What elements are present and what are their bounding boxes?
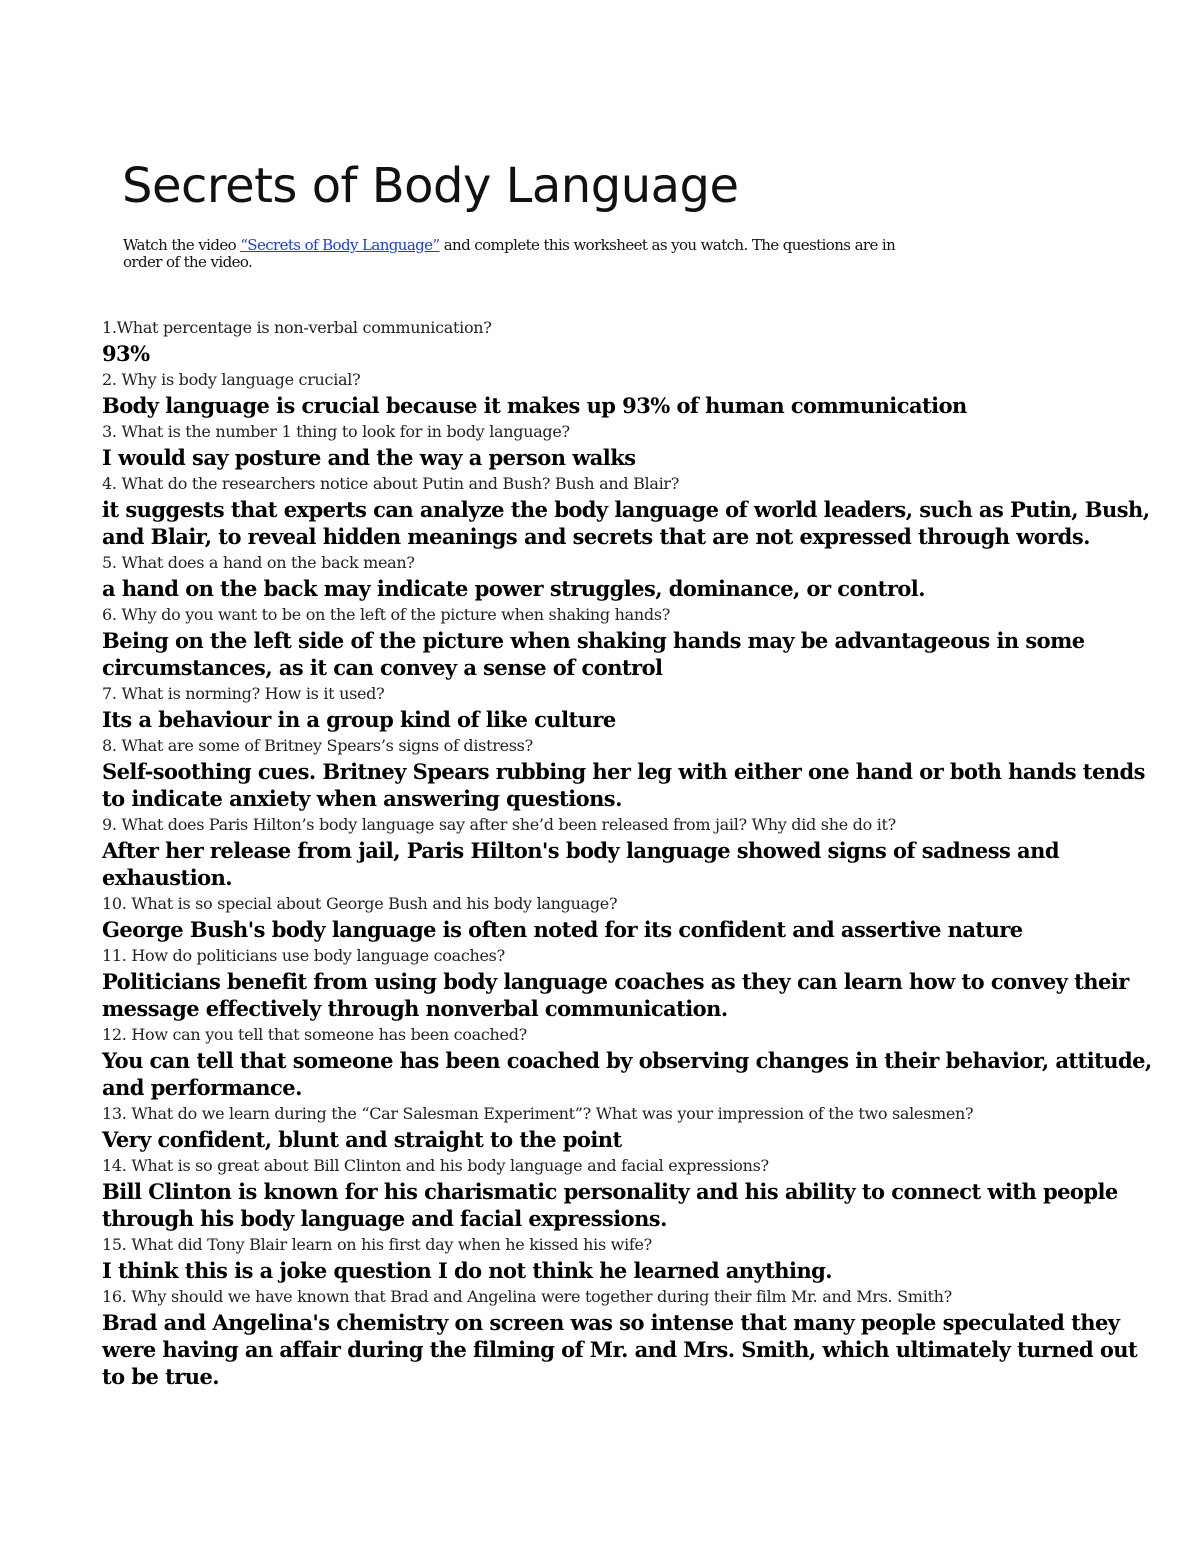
answer-13: Very confident, blunt and straight to the point bbox=[102, 1127, 622, 1152]
question-8: 8. What are some of Britney Spears’s signs of distress? bbox=[102, 736, 533, 755]
question-answer-list bbox=[102, 315, 1162, 1390]
answer-8: Self-soothing cues. Britney Spears rubbing her leg with either one hand or both hands tends to indicate anxiety when answering questions. bbox=[102, 759, 1145, 811]
question-11: 11. How do politicians use body language coaches? bbox=[102, 946, 505, 965]
answer-4: it suggests that experts can analyze the body language of world leaders, such as Putin, Bush, and Blair, to reveal hidden meanings and secrets that are not expressed through words. bbox=[102, 497, 1150, 549]
question-9: 9. What does Paris Hilton’s body language say after she’d been released from jail? Why did she do it? bbox=[102, 815, 896, 834]
question-16: 16. Why should we have known that Brad and Angelina were together during their film Mr. and Mrs. Smith? bbox=[102, 1287, 952, 1306]
answer-12: You can tell that someone has been coached by observing changes in their behavior, attitude, and performance. bbox=[102, 1048, 1152, 1100]
question-5: 5. What does a hand on the back mean? bbox=[102, 553, 415, 572]
answer-9: After her release from jail, Paris Hilton's body language showed signs of sadness and exhaustion. bbox=[102, 838, 1059, 890]
question-3: 3. What is the number 1 thing to look for in body language? bbox=[102, 422, 570, 441]
question-14: 14. What is so great about Bill Clinton and his body language and facial expressions? bbox=[102, 1156, 769, 1175]
answer-11: Politicians benefit from using body language coaches as they can learn how to convey their message effectively through nonverbal communication. bbox=[102, 969, 1129, 1021]
answer-5: a hand on the back may indicate power struggles, dominance, or control. bbox=[102, 576, 925, 601]
question-10: 10. What is so special about George Bush and his body language? bbox=[102, 894, 618, 913]
video-link[interactable]: “Secrets of Body Language” bbox=[240, 236, 440, 254]
answer-6: Being on the left side of the picture when shaking hands may be advantageous in some circumstances, as it can convey a sense of control bbox=[102, 628, 1085, 680]
question-4: 4. What do the researchers notice about Putin and Bush? Bush and Blair? bbox=[102, 474, 680, 493]
answer-14: Bill Clinton is known for his charismatic personality and his ability to connect with people through his body language and facial expressions. bbox=[102, 1179, 1118, 1231]
answer-1: 93% bbox=[102, 341, 150, 366]
question-1: 1.What percentage is non-verbal communication? bbox=[102, 318, 492, 337]
intro-text-after-link: and complete this worksheet as you watch. The questions are in order of the video. bbox=[123, 236, 896, 271]
question-12: 12. How can you tell that someone has been coached? bbox=[102, 1025, 527, 1044]
answer-3: I would say posture and the way a person walks bbox=[102, 445, 636, 470]
question-15: 15. What did Tony Blair learn on his first day when he kissed his wife? bbox=[102, 1235, 652, 1254]
page-title: Secrets of Body Language bbox=[122, 158, 739, 214]
answer-2: Body language is crucial because it makes up 93% of human communication bbox=[102, 393, 967, 418]
answer-16: Brad and Angelina's chemistry on screen was so intense that many people speculated they were having an affair during the filming of Mr. and Mrs. Smith, which ultimately turned out to be true. bbox=[102, 1310, 1138, 1389]
question-2: 2. Why is body language crucial? bbox=[102, 370, 361, 389]
answer-10: George Bush's body language is often noted for its confident and assertive nature bbox=[102, 917, 1023, 942]
question-6: 6. Why do you want to be on the left of the picture when shaking hands? bbox=[102, 605, 671, 624]
intro-instructions bbox=[123, 237, 903, 271]
question-7: 7. What is norming? How is it used? bbox=[102, 684, 385, 703]
intro-text-before-link: Watch the video bbox=[123, 236, 241, 254]
answer-15: I think this is a joke question I do not think he learned anything. bbox=[102, 1258, 833, 1283]
question-13: 13. What do we learn during the “Car Salesman Experiment”? What was your impression of the two salesmen? bbox=[102, 1104, 974, 1123]
answer-7: Its a behaviour in a group kind of like culture bbox=[102, 707, 616, 732]
